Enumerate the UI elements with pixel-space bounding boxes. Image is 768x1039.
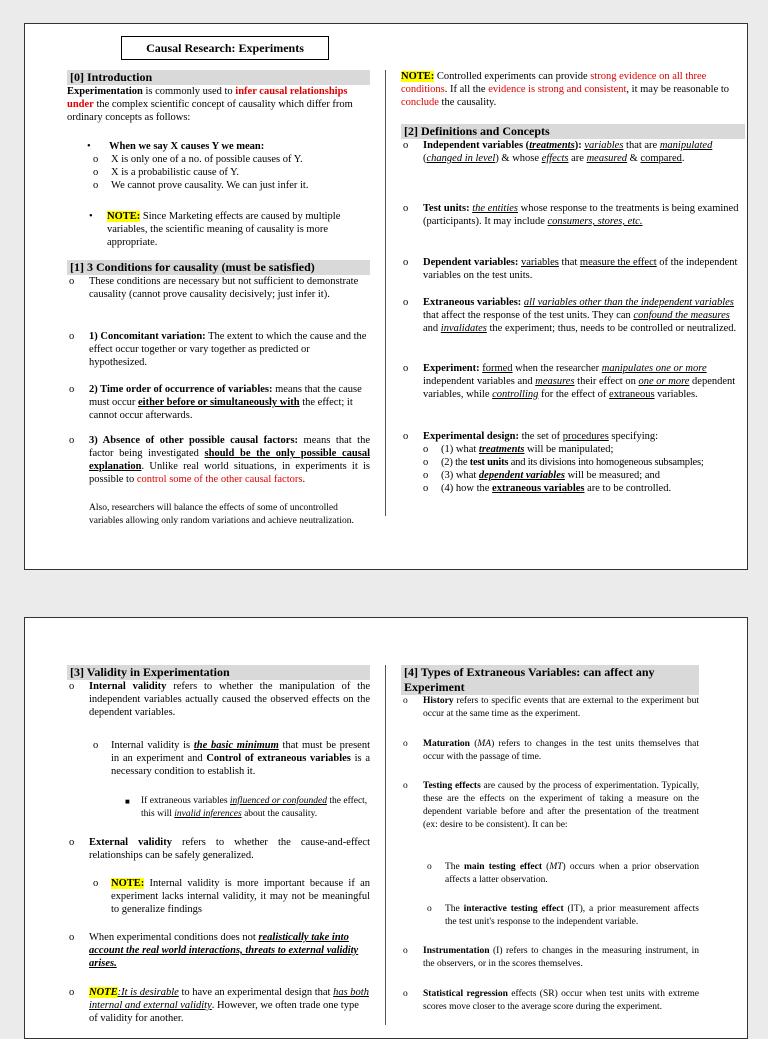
circle-bullet-icon: o — [93, 878, 99, 889]
highlight-red: control some of the other causal factors — [136, 474, 303, 485]
type-maturation — [401, 738, 699, 764]
em: influenced or confounded — [229, 796, 327, 806]
text: . However, we often trade one type of validity for another. — [89, 1000, 359, 1024]
note-label: NOTE: — [401, 71, 435, 82]
def-dependent-variables — [401, 256, 745, 282]
text: (I) refers to changes in the measuring instrument, in the observers, or in the scores themselves. — [423, 946, 699, 969]
em: measure the effect — [579, 257, 657, 268]
em: consumers, stores, etc. — [547, 216, 643, 227]
condition-3 — [67, 434, 370, 486]
slide1-right-column — [401, 70, 745, 510]
em: variables — [521, 257, 559, 268]
text: The extent to which the cause and the effect occur together or vary together as predicted or hypothesized. — [89, 331, 367, 368]
def-extraneous-variables — [401, 296, 745, 335]
bullet-icon: • — [87, 141, 91, 152]
em: MA — [477, 739, 492, 749]
em: controlling — [492, 389, 539, 400]
def-experiment — [401, 362, 745, 401]
text: the experiment; thus, needs to be controlled or neutralized. — [486, 323, 737, 334]
text: , it may be reasonable to — [626, 84, 730, 95]
def-test-units — [401, 202, 745, 228]
slide-1 — [24, 23, 748, 570]
bullet-when — [67, 140, 370, 153]
sub-text: We cannot prove causality. We can just infer it. — [111, 180, 309, 191]
text: . If all the — [444, 84, 489, 95]
text: ( — [469, 739, 478, 749]
text: (4) how the — [441, 483, 493, 494]
em: invalidates — [440, 323, 487, 334]
circle-bullet-icon: o — [423, 483, 429, 494]
text: (2) the — [441, 457, 470, 468]
emphasis: either before or simultaneously with — [138, 397, 300, 408]
term-em: the basic minimum — [193, 740, 279, 751]
em: compared — [640, 153, 682, 164]
text: Controlled experiments can provide — [434, 71, 591, 82]
text: effects (SR) occur when test units with extreme scores move closer to the average score during the experiment. — [423, 989, 699, 1012]
term: ): — [574, 140, 582, 151]
text: ( — [423, 153, 427, 164]
term: Control of extraneous variables — [206, 753, 351, 764]
term: 1) Concomitant variation: — [89, 331, 206, 342]
circle-bullet-icon: o — [69, 681, 75, 692]
circle-bullet-icon: o — [69, 331, 75, 342]
term: Test units: — [423, 203, 470, 214]
text: Internal validity is more important because if an experiment lacks internal validity, it may not be meaningful to generalize findings — [111, 878, 370, 915]
term: Experiment: — [423, 363, 480, 374]
text: ) occurs when a prior observation affects a latter observation. — [445, 862, 700, 885]
highlight-red: strong evidence on all three conditions — [401, 71, 707, 95]
circle-bullet-icon: o — [403, 946, 408, 956]
circle-bullet-icon: o — [423, 457, 429, 468]
column-divider — [385, 70, 386, 516]
text: the effect; it cannot occur afterwards. — [89, 397, 353, 421]
circle-bullet-icon: o — [403, 989, 408, 999]
em: extraneous — [609, 389, 655, 400]
section-heading-extraneous-types: [4] Types of Extraneous Variables: can affect any Experiment — [401, 665, 699, 695]
term: test units — [469, 457, 509, 468]
text: The — [445, 904, 464, 914]
highlight-red: conclude — [401, 97, 439, 108]
text: that — [558, 257, 580, 268]
section-heading-conditions: [1] 3 Conditions for causality (must be satisfied) — [67, 260, 370, 275]
note-text: Since Marketing effects are caused by multiple variables, the scientific meaning of causality is more appropriate. — [107, 211, 341, 248]
def-experimental-design — [401, 430, 745, 443]
text: the set of — [518, 431, 563, 442]
design-step — [401, 456, 745, 469]
term: main testing effect — [463, 862, 542, 872]
circle-bullet-icon: o — [69, 435, 75, 446]
bullet-icon: • — [89, 211, 93, 222]
circle-bullet-icon: o — [403, 257, 409, 268]
condition-2 — [67, 383, 370, 422]
circle-bullet-icon: o — [403, 781, 408, 791]
text: for the effect of — [538, 389, 610, 400]
text: and its divisions into homogeneous subsamples; — [508, 457, 704, 468]
text: that must be present in an experiment and — [111, 740, 371, 764]
em: manipulates one or more — [601, 363, 707, 374]
term-em: realistically take into account the real world interactions, threats to external validity arises. — [89, 932, 359, 969]
term: Instrumentation — [423, 946, 490, 956]
internal-validity-minimum — [67, 739, 370, 778]
section-heading-validity: [3] Validity in Experimentation — [67, 665, 370, 680]
text: refers to specific events that are external to the experiment but occur at the same time as the experiment. — [423, 696, 699, 719]
text: the causality. — [438, 97, 497, 108]
text: dependent variables, while — [423, 376, 736, 400]
text: independent variables and — [423, 376, 536, 387]
internal-validity — [67, 680, 370, 719]
circle-bullet-icon: o — [403, 297, 409, 308]
text: the complex scientific concept of causality which differ from ordinary concepts as follows: — [67, 99, 353, 123]
slide2-left-column — [67, 665, 370, 1025]
text: are caused by the process of experimentation. Typically, these are the effects on the experiment of taking a measure on the dependent variable before and after the presentation of the treatment (ex: desire to be consistent). It can be: — [423, 781, 699, 830]
note-label: NOTE: — [107, 211, 141, 222]
circle-bullet-icon: o — [423, 444, 429, 455]
text: is a necessary condition to establish it. — [111, 753, 370, 777]
sub-text: X is a probabilistic cause of Y. — [111, 167, 240, 178]
sub-item — [67, 153, 370, 166]
circle-bullet-icon: o — [403, 203, 409, 214]
term-em: extraneous variables — [492, 483, 585, 494]
interactive-testing-effect — [401, 903, 699, 929]
term: Testing effects — [423, 781, 481, 791]
extraneous-confound-note — [67, 795, 370, 821]
text: refers to whether the manipulation of the independent variables actually caused the observed effects on the dependent variables. — [89, 681, 370, 718]
em: manipulated — [659, 140, 713, 151]
text: When experimental conditions does not — [89, 932, 259, 943]
text: to have an experimental design that — [178, 987, 334, 998]
type-statistical-regression — [401, 988, 699, 1014]
def-independent-variables — [401, 139, 745, 165]
validity-note — [67, 877, 370, 916]
em: the entities — [472, 203, 518, 214]
em: changed in level — [426, 153, 496, 164]
design-step — [401, 482, 745, 495]
condition-1 — [67, 330, 370, 369]
text: specifying: — [608, 431, 659, 442]
slide1-left-column — [67, 70, 370, 560]
sub-item — [67, 179, 370, 192]
circle-bullet-icon: o — [69, 837, 75, 848]
em: invalid inferences — [174, 809, 242, 819]
note-label: NOTE — [89, 987, 118, 998]
slide2-right-column — [401, 665, 699, 1025]
text: that are — [623, 140, 660, 151]
bullet-note — [67, 210, 370, 249]
text: . Unlike real world situations, in experiments it is possible to — [89, 461, 370, 485]
term: History — [423, 696, 454, 706]
em: confound the measures — [633, 310, 730, 321]
circle-bullet-icon: o — [403, 431, 409, 442]
em: measured — [586, 153, 628, 164]
sub-text: X is only one of a no. of possible causes of Y. — [111, 154, 303, 165]
circle-bullet-icon: o — [427, 862, 432, 872]
text: will be manipulated; — [524, 444, 614, 455]
slide-title: Causal Research: Experiments — [121, 36, 329, 60]
term: 3) Absence of other possible causal factors: — [89, 435, 299, 446]
text: ) refers to changes in the test units themselves that occur with the passage of time. — [423, 739, 699, 762]
circle-bullet-icon: o — [403, 739, 408, 749]
text: variables. — [654, 389, 698, 400]
em: has both internal and external validity — [89, 987, 369, 1011]
text: The — [445, 862, 464, 872]
emphasis: should be the only possible causal explanation — [89, 448, 370, 472]
external-threat — [67, 931, 370, 970]
circle-bullet-icon: o — [69, 276, 75, 287]
term: Maturation — [423, 739, 470, 749]
circle-bullet-icon: o — [403, 140, 409, 151]
term: 2) Time order of occurrence of variables: — [89, 384, 273, 395]
column-divider — [385, 665, 386, 1025]
text: and — [423, 323, 441, 334]
text: ( — [541, 862, 550, 872]
text: when the researcher — [512, 363, 602, 374]
circle-bullet-icon: o — [69, 932, 75, 943]
circle-bullet-icon: o — [69, 987, 75, 998]
term: Extraneous variables: — [423, 297, 522, 308]
circle-bullet-icon: o — [93, 180, 99, 191]
conditions-intro — [67, 275, 370, 301]
design-step — [401, 469, 745, 482]
external-validity — [67, 836, 370, 862]
text: will be measured; and — [564, 470, 660, 481]
text: . — [681, 153, 685, 164]
text: whose response to the treatments is being examined (participants). It may include — [423, 203, 739, 227]
type-instrumentation — [401, 945, 699, 971]
term-em: treatments — [529, 140, 575, 151]
term: External validity — [89, 837, 172, 848]
text: & — [627, 153, 641, 164]
em: MT — [549, 862, 563, 872]
text: Internal validity is — [111, 740, 194, 751]
em: one or more — [638, 376, 690, 387]
em: effects — [541, 153, 569, 164]
text: their effect on — [574, 376, 639, 387]
section-heading-definitions: [2] Definitions and Concepts — [401, 124, 745, 139]
type-history — [401, 695, 699, 721]
type-testing-effects — [401, 780, 699, 832]
text: refers to whether the cause-and-effect relationships can be safely generalized. — [89, 837, 370, 861]
text: means that the factor being investigated — [89, 435, 370, 459]
text: (1) what — [441, 444, 479, 455]
text: . — [302, 474, 306, 485]
section-heading-introduction: [0] Introduction — [67, 70, 370, 85]
sub-item — [67, 166, 370, 179]
em: procedures — [562, 431, 609, 442]
em: measures — [535, 376, 575, 387]
note-label: NOTE: — [111, 878, 145, 889]
term-em: dependent variables — [478, 470, 565, 481]
bullet-text: When we say X causes Y we mean: — [109, 141, 265, 152]
em: all variables other than the independent variables — [523, 297, 734, 308]
em: variables — [584, 140, 624, 151]
term: Dependent variables: — [423, 257, 519, 268]
slide-2 — [24, 617, 748, 1039]
validity-tradeoff-note — [67, 986, 370, 1025]
text: These conditions are necessary but not sufficient to demonstrate causality (cannot prove causality decisively; just infer it). — [89, 276, 359, 300]
text: are — [568, 153, 587, 164]
also-note: Also, researchers will balance the effects of some of uncontrolled variables allowing only random variations and achieve neutralization. — [89, 503, 354, 526]
term: Experimentation — [67, 86, 143, 97]
term: interactive testing effect — [463, 904, 564, 914]
text: means that the cause must occur — [89, 384, 362, 408]
term: Internal validity — [89, 681, 167, 692]
text: about the causality. — [241, 809, 318, 819]
em: :It is desirable — [117, 987, 179, 998]
text: of the independent variables on the test units. — [423, 257, 738, 281]
text: the effect, this will — [141, 796, 368, 819]
term: Experimental design: — [423, 431, 519, 442]
text: are to be controlled. — [584, 483, 672, 494]
square-bullet-icon: ■ — [125, 797, 130, 806]
highlight-red: infer causal relationships under — [67, 86, 348, 110]
main-testing-effect — [401, 861, 699, 887]
design-step — [401, 443, 745, 456]
term-em: treatments — [478, 444, 525, 455]
circle-bullet-icon: o — [403, 696, 408, 706]
text: (3) what — [441, 470, 479, 481]
highlight-red: evidence is strong and consistent — [488, 84, 627, 95]
circle-bullet-icon: o — [403, 363, 409, 374]
circle-bullet-icon: o — [69, 384, 75, 395]
text: is commonly used to — [142, 86, 236, 97]
text: ) & whose — [495, 153, 542, 164]
controlled-note — [401, 70, 745, 109]
text: If extraneous variables — [141, 796, 230, 806]
em: formed — [482, 363, 513, 374]
intro-paragraph — [67, 85, 370, 124]
term: Independent variables ( — [423, 140, 530, 151]
text: that affect the response of the test units. They can — [423, 310, 634, 321]
circle-bullet-icon: o — [93, 167, 99, 178]
circle-bullet-icon: o — [427, 904, 432, 914]
term: Statistical regression — [423, 989, 508, 999]
circle-bullet-icon: o — [93, 154, 99, 165]
text: (IT), a prior measurement affects the test unit's response to the independent variable. — [445, 904, 700, 927]
circle-bullet-icon: o — [93, 740, 99, 751]
circle-bullet-icon: o — [423, 470, 429, 481]
